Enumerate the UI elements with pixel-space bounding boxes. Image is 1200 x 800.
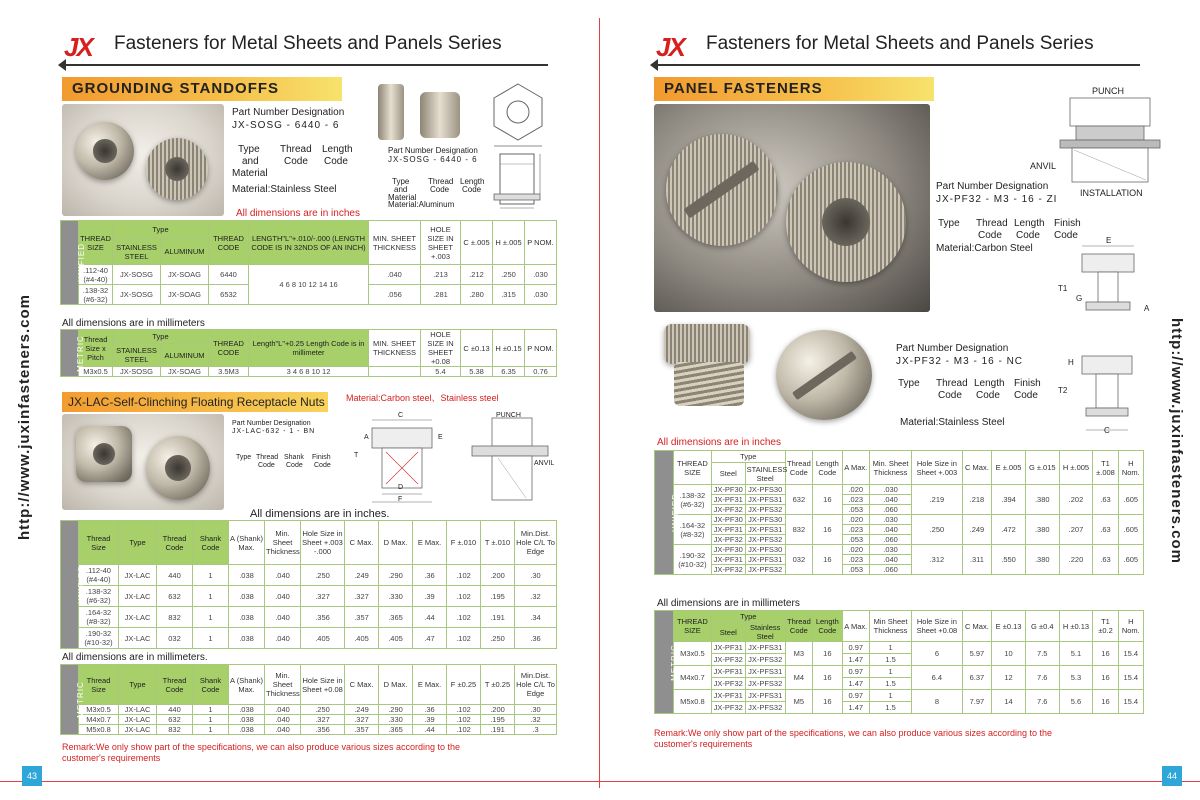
table-row: .190-32 (#10-32) JX-PF30 JX-PFS30 032 16 .020 .030 .312 .311 .550 .380 .220 .63 .605 bbox=[655, 545, 1144, 555]
table-row: .112-40 (#4-40) JX-SOSG JX-SOAG 6440 4 6 8 10 12 14 16 .040 .213 .212 .250 .030 bbox=[61, 265, 557, 285]
pn-label: Thread bbox=[976, 218, 1008, 229]
pn-label: Finish bbox=[1054, 218, 1081, 229]
col-g: G ±.015 bbox=[1025, 451, 1059, 485]
dim-label-a: A bbox=[364, 434, 369, 441]
pn-label: Code bbox=[1014, 390, 1038, 401]
panel-screw-head-image bbox=[666, 134, 778, 246]
pn-label: Length bbox=[322, 144, 353, 155]
col-thread-code: Thread Code bbox=[785, 451, 812, 485]
table-row: .138-32 (#6-32) JX-LAC 632 1 .038 .040 .327 .327 .330 .39 .102 .195 .32 bbox=[61, 586, 557, 607]
punch-label: PUNCH bbox=[1092, 86, 1125, 96]
series-title: Fasteners for Metal Sheets and Panels Series bbox=[114, 33, 502, 54]
col-c: C Max. bbox=[962, 611, 992, 642]
col-e: E Max. bbox=[413, 521, 447, 565]
unified-side-label: UNIFIED bbox=[61, 221, 79, 305]
col-min-dist: Min.Dist. Hole C/L To Edge bbox=[515, 521, 557, 565]
slotted-head-image bbox=[776, 330, 872, 420]
floating-nut-section-drawing bbox=[350, 412, 454, 506]
pn-label: Code bbox=[430, 185, 450, 194]
col-hnom: H Nom. bbox=[1118, 611, 1143, 642]
pn-code: JX-SOSG - 6440 - 6 bbox=[388, 155, 478, 164]
pn-label: Thread bbox=[280, 144, 312, 155]
standoff-side-photo bbox=[368, 76, 468, 146]
square-nut-image bbox=[76, 426, 132, 482]
pn-label: Shank bbox=[284, 454, 304, 461]
col-thread-code: Thread Code bbox=[785, 611, 812, 642]
col-thread-code: Thread Code bbox=[157, 665, 193, 705]
series-header-left bbox=[64, 32, 548, 68]
pn-code: JX-PF32 - M3 - 16 - ZI bbox=[936, 194, 1058, 205]
dimensions-note-inches: All dimensions are in inches bbox=[236, 208, 360, 219]
standoff-side-drawing bbox=[492, 150, 550, 212]
pn-title: Part Number Designation bbox=[896, 343, 1009, 354]
col-min-sheet: MIN. SHEET THICKNESS bbox=[369, 221, 421, 265]
panel-spring-photo bbox=[654, 318, 764, 422]
pn-code: JX-PF32 - M3 - 16 - NC bbox=[896, 356, 1024, 367]
table-row: M5x0.8 JX-LAC 832 1 .038 .040 .356 .357 .365 .44 .102 .191 .3 bbox=[61, 725, 557, 735]
col-h: H ±0.13 bbox=[1059, 611, 1093, 642]
spring-cap-image bbox=[664, 324, 750, 364]
col-aluminum: ALUMINUM bbox=[161, 239, 209, 265]
pn-label: Code bbox=[1054, 230, 1078, 241]
pn-label: Thread bbox=[936, 378, 968, 389]
table-row: JX-PF31 JX-PFS31 .023 .040 bbox=[655, 495, 1144, 505]
pn-label: Code bbox=[462, 185, 482, 194]
col-d: D Max. bbox=[379, 665, 413, 705]
col-t: T ±0.25 bbox=[481, 665, 515, 705]
standoff-nut-image bbox=[76, 122, 134, 180]
pn-label: Length bbox=[1014, 218, 1045, 229]
pn-label: Finish bbox=[312, 454, 331, 461]
remark-left: Remark:We only show part of the specifications, we can also produce various sizes according to the customer's requirements bbox=[62, 742, 461, 763]
dimensions-note-mm-2: All dimensions are in millimeters. bbox=[62, 652, 208, 663]
unified-side-label: UNIFIED bbox=[61, 521, 79, 649]
material-text: Material:Stainless Steel bbox=[900, 417, 1005, 428]
pn-code: JX-SOSG - 6440 - 6 bbox=[232, 120, 340, 131]
col-min-dist: Min.Dist. Hole C/L To Edge bbox=[515, 665, 557, 705]
material-note-lac: Material:Carbon steel、Stainless steel bbox=[346, 393, 499, 403]
pn-label: Code bbox=[938, 390, 962, 401]
col-type: Type bbox=[119, 521, 157, 565]
table-row: .138-32 (#6-32) JX-PF30 JX-PFS30 632 16 .020 .030 .219 .218 .394 .380 .202 .63 .605 bbox=[655, 485, 1144, 495]
page-bottom-rule bbox=[600, 781, 1200, 782]
brand-logo: JX bbox=[656, 32, 684, 62]
pn-label: Length bbox=[974, 378, 1005, 389]
panel-fastener-drawing-2 bbox=[1054, 346, 1154, 438]
dimensions-note-mm-right: All dimensions are in millimeters bbox=[657, 598, 800, 609]
round-nut-image bbox=[146, 436, 210, 500]
header-rule bbox=[656, 64, 1140, 66]
panel-screw-front-image bbox=[786, 162, 906, 282]
metric-side-label: METRIC bbox=[61, 330, 79, 377]
remark-right: Remark:We only show part of the specifications, we can also produce various sizes according to the customer's requirements bbox=[654, 728, 1053, 749]
pn-label: Type bbox=[392, 177, 410, 186]
col-length-code: Length Code bbox=[813, 611, 843, 642]
installation-label: INSTALLATION bbox=[1080, 188, 1143, 198]
col-steel: Steel bbox=[711, 623, 745, 642]
pn-label: Type bbox=[898, 378, 920, 389]
col-thread-size: Thread Size x Pitch bbox=[79, 330, 113, 367]
col-t1: T1 ±.008 bbox=[1093, 451, 1118, 485]
col-c: C ±0.13 bbox=[461, 330, 493, 367]
pn-label: Material bbox=[232, 168, 268, 179]
standoff-knurled-image bbox=[146, 138, 208, 200]
col-f: F ±0.25 bbox=[447, 665, 481, 705]
standoff-top-view-drawing bbox=[488, 80, 548, 150]
dim-label-t: T bbox=[354, 452, 359, 459]
col-hnom: H Nom. bbox=[1118, 451, 1143, 485]
header-rule bbox=[64, 64, 548, 66]
pn-label: Type bbox=[938, 218, 960, 229]
col-e: E ±0.13 bbox=[992, 611, 1026, 642]
col-a: A (Shank) Max. bbox=[229, 665, 265, 705]
dim-label-t1: T1 bbox=[1058, 284, 1068, 293]
col-aluminum: ALUMINUM bbox=[161, 344, 209, 367]
col-type: Type bbox=[113, 330, 209, 344]
anvil-label: ANVIL bbox=[534, 460, 555, 467]
col-stainless: Stainless Steel bbox=[745, 623, 785, 642]
header-arrow-icon bbox=[58, 59, 66, 71]
pn-label: Finish bbox=[1014, 378, 1041, 389]
dim-label-d: D bbox=[398, 484, 404, 491]
col-min-sheet: Min Sheet Thickness bbox=[869, 611, 911, 642]
website-url-left[interactable]: http://www.juxinfasteners.com bbox=[16, 294, 33, 540]
table-row: JX-PF32 JX-PFS32 1.47 1.5 bbox=[655, 702, 1144, 714]
dim-label-g: G bbox=[1076, 294, 1083, 303]
part-number-designation-ss bbox=[232, 106, 372, 198]
col-length: Length"L"+0.25 Length Code is in millimeter bbox=[249, 330, 369, 367]
col-length: LENGTH"L"+.010/-.000 (LENGTH CODE IS IN 32NDS OF AN INCH) bbox=[249, 221, 369, 265]
col-hole: Hole Size in Sheet +0.08 bbox=[912, 611, 963, 642]
col-g: G ±0.4 bbox=[1025, 611, 1059, 642]
table-row: JX-PF32 JX-PFS32 .053 .060 bbox=[655, 535, 1144, 545]
page-number-left: 43 bbox=[22, 766, 42, 786]
col-steel: Steel bbox=[711, 463, 745, 485]
col-thread-code: THREAD CODE bbox=[209, 221, 249, 265]
col-min-sheet: Min. Sheet Thickness bbox=[265, 521, 301, 565]
table-row: .164-32 (#8-32) JX-LAC 832 1 .038 .040 .356 .357 .365 .44 .102 .191 .34 bbox=[61, 607, 557, 628]
table-row: JX-PF32 JX-PFS32 .053 .060 bbox=[655, 565, 1144, 575]
pn-label: Code bbox=[284, 156, 308, 167]
grounding-standoffs-unified-table bbox=[60, 220, 557, 305]
dim-label-e: E bbox=[438, 434, 443, 441]
table-row: M4x0.7 JX-PF31 JX-PFS31 M4 16 0.97 1 6.4 6.37 12 7.6 5.3 16 15.4 bbox=[655, 666, 1144, 678]
website-url-right[interactable]: http://www.juxinfasteners.com bbox=[1168, 318, 1185, 564]
col-min-sheet: Min. Sheet Thickness bbox=[265, 665, 301, 705]
col-a: A Max. bbox=[842, 451, 869, 485]
col-t1: T1 ±0.2 bbox=[1093, 611, 1118, 642]
dim-label-f: F bbox=[398, 496, 403, 503]
pn-label: Material bbox=[388, 193, 417, 202]
table-row: .138-32 (#6-32) JX-SOSG JX-SOAG 6532 .056 .281 .280 .315 .030 bbox=[61, 285, 557, 305]
dim-label-e: E bbox=[1106, 236, 1112, 245]
material-text: Material:Aluminum bbox=[388, 200, 455, 209]
pn-label: Code bbox=[314, 462, 331, 469]
header-arrow-icon bbox=[650, 59, 658, 71]
panel-fastener-drawing-1 bbox=[1054, 236, 1154, 320]
col-hole: Hole Size in Sheet +0.08 bbox=[301, 665, 345, 705]
col-h: H ±.005 bbox=[1059, 451, 1093, 485]
col-hole: HOLE SIZE IN SHEET +0.08 bbox=[421, 330, 461, 367]
material-text: Material:Stainless Steel bbox=[232, 184, 337, 195]
col-e: E Max. bbox=[413, 665, 447, 705]
col-min-sheet: Min. Sheet Thickness bbox=[869, 451, 911, 485]
dim-label-t2: T2 bbox=[1058, 386, 1068, 395]
col-c: C Max. bbox=[962, 451, 992, 485]
dimensions-note-mm: All dimensions are in millimeters bbox=[62, 318, 205, 329]
floating-nuts-photo bbox=[62, 414, 224, 510]
col-c: C Max. bbox=[345, 521, 379, 565]
col-a: A Max. bbox=[842, 611, 869, 642]
col-thread-size: Thread Size bbox=[79, 665, 119, 705]
col-c: C ±.005 bbox=[461, 221, 493, 265]
panel-fasteners-unified-table bbox=[654, 450, 1144, 575]
section-banner-floating-nuts: JX-LAC-Self-Clinching Floating Receptacle Nuts bbox=[62, 392, 328, 412]
pn-title: Part Number Designation bbox=[232, 420, 311, 427]
pn-label: Thread bbox=[428, 177, 454, 186]
pn-label: Type bbox=[236, 454, 252, 461]
col-type: Type bbox=[113, 221, 209, 239]
dim-label-c: C bbox=[1104, 426, 1110, 435]
table-row: .190-32 (#10-32) JX-LAC 032 1 .038 .040 .405 .405 .405 .47 .102 .250 .36 bbox=[61, 628, 557, 649]
floating-nuts-metric-table bbox=[60, 664, 557, 735]
dim-label-c: C bbox=[398, 412, 404, 419]
grounding-standoffs-photo bbox=[62, 104, 224, 216]
col-p: P NOM. bbox=[525, 221, 557, 265]
table-row: M3x0.5 JX-PF31 JX-PFS31 M3 16 0.97 1 6 5.97 10 7.5 5.1 16 15.4 bbox=[655, 642, 1144, 654]
series-header-right bbox=[656, 32, 1140, 68]
pn-code: JX-LAC-632 - 1 - BN bbox=[232, 428, 316, 435]
floating-nuts-unified-table bbox=[60, 520, 557, 649]
pn-label: and bbox=[242, 156, 259, 167]
col-d: D Max. bbox=[379, 521, 413, 565]
col-hole: HOLE SIZE IN SHEET +.003 bbox=[421, 221, 461, 265]
part-number-designation-stainless bbox=[896, 342, 1046, 430]
pn-label: Length bbox=[460, 177, 485, 186]
dim-label-a: A bbox=[1144, 304, 1150, 313]
col-thread-code: THREAD CODE bbox=[209, 330, 249, 367]
pn-label: Thread bbox=[256, 454, 279, 461]
table-row: .164-32 (#8-32) JX-PF30 JX-PFS30 832 16 .020 .030 .250 .249 .472 .380 .207 .63 .605 bbox=[655, 515, 1144, 525]
col-f: F ±.010 bbox=[447, 521, 481, 565]
floating-nut-install-drawing bbox=[462, 412, 556, 506]
dim-label-h: H bbox=[1068, 358, 1074, 367]
grounding-standoffs-metric-table bbox=[60, 329, 557, 377]
panel-fastener-photo bbox=[654, 104, 930, 312]
pn-label: Code bbox=[286, 462, 303, 469]
dimensions-note-inches-right: All dimensions are in inches bbox=[657, 437, 781, 448]
col-c: C Max. bbox=[345, 665, 379, 705]
col-a: A (Shank) Max. bbox=[229, 521, 265, 565]
col-length-code: Length Code bbox=[813, 451, 843, 485]
col-thread-size: THREAD SIZE bbox=[79, 221, 113, 265]
table-row: JX-PF31 JX-PFS31 .023 .040 bbox=[655, 555, 1144, 565]
pn-label: Code bbox=[978, 230, 1002, 241]
col-thread-size: THREAD SIZE bbox=[673, 451, 711, 485]
metric-side-label: METRIC bbox=[61, 665, 79, 735]
table-row: JX-PF32 JX-PFS32 1.47 1.5 bbox=[655, 678, 1144, 690]
col-type: Type bbox=[711, 451, 785, 463]
pn-label: and bbox=[394, 185, 408, 194]
col-type: Type bbox=[711, 611, 785, 623]
table-row: M3x0.5 JX-SOSG JX-SOAG 3.5M3 3 4 6 8 10 12 5.4 5.38 6.35 0.76 bbox=[61, 367, 557, 377]
pn-title: Part Number Designation bbox=[936, 181, 1049, 192]
section-banner-panel-fasteners: PANEL FASTENERS bbox=[654, 77, 934, 101]
part-number-designation-lac bbox=[232, 420, 342, 470]
punch-label: PUNCH bbox=[496, 412, 521, 419]
table-row: .112-40 (#4-40) JX-LAC 440 1 .038 .040 .250 .249 .290 .36 .102 .200 .30 bbox=[61, 565, 557, 586]
pn-label: Code bbox=[258, 462, 275, 469]
col-stainless: STAINLESS STEEL bbox=[113, 344, 161, 367]
series-title: Fasteners for Metal Sheets and Panels Series bbox=[706, 33, 1094, 54]
pn-label: Code bbox=[1016, 230, 1040, 241]
panel-slot-photo bbox=[768, 322, 886, 426]
col-p: P NOM. bbox=[525, 330, 557, 367]
col-thread-size: THREAD SIZE bbox=[673, 611, 711, 642]
anvil-label: ANVIL bbox=[1030, 161, 1057, 171]
pn-title: Part Number Designation bbox=[232, 107, 345, 118]
unified-side-label: UNIFIED bbox=[655, 451, 674, 575]
col-stainless: STAINLESS STEEL bbox=[113, 239, 161, 265]
table-row: JX-PF31 JX-PFS31 .023 .040 bbox=[655, 525, 1144, 535]
col-shank: Shank Code bbox=[193, 665, 229, 705]
part-number-designation-al bbox=[388, 146, 498, 208]
metric-side-label: METRIC bbox=[655, 611, 674, 714]
table-row: JX-PF32 JX-PFS32 .053 .060 bbox=[655, 505, 1144, 515]
col-shank: Shank Code bbox=[193, 521, 229, 565]
col-thread-size: Thread Size bbox=[79, 521, 119, 565]
dimensions-note-inches-2: All dimensions are in inches. bbox=[250, 508, 390, 520]
pn-label: Type bbox=[238, 144, 260, 155]
table-row: M4x0.7 JX-LAC 632 1 .038 .040 .327 .327 .330 .39 .102 .195 .32 bbox=[61, 715, 557, 725]
col-t: T ±.010 bbox=[481, 521, 515, 565]
col-min-sheet: MIN. SHEET THICKNESS bbox=[369, 330, 421, 367]
page-bottom-rule bbox=[0, 781, 599, 782]
col-type: Type bbox=[119, 665, 157, 705]
col-h: H ±0.15 bbox=[493, 330, 525, 367]
page-number-right: 44 bbox=[1162, 766, 1182, 786]
panel-fasteners-metric-table bbox=[654, 610, 1144, 714]
col-hole: Hole Size in Sheet +.003 bbox=[912, 451, 963, 485]
brand-logo: JX bbox=[64, 32, 92, 62]
col-e: E ±.005 bbox=[992, 451, 1026, 485]
pn-label: Code bbox=[976, 390, 1000, 401]
table-row: M5x0.8 JX-PF31 JX-PFS31 M5 16 0.97 1 8 7.97 14 7.6 5.6 16 15.4 bbox=[655, 690, 1144, 702]
pn-label: Code bbox=[324, 156, 348, 167]
section-banner-grounding-standoffs: GROUNDING STANDOFFS bbox=[62, 77, 342, 101]
col-hole: Hole Size in Sheet +.003 -.000 bbox=[301, 521, 345, 565]
col-thread-code: Thread Code bbox=[157, 521, 193, 565]
table-row: JX-PF32 JX-PFS32 1.47 1.5 bbox=[655, 654, 1144, 666]
table-row: M3x0.5 JX-LAC 440 1 .038 .040 .250 .249 .290 .36 .102 .200 .30 bbox=[61, 705, 557, 715]
pn-title: Part Number Designation bbox=[388, 146, 478, 155]
col-stainless: STAINLESS Steel bbox=[746, 464, 788, 483]
col-h: H ±.005 bbox=[493, 221, 525, 265]
material-text: Material:Carbon Steel bbox=[936, 243, 1033, 254]
